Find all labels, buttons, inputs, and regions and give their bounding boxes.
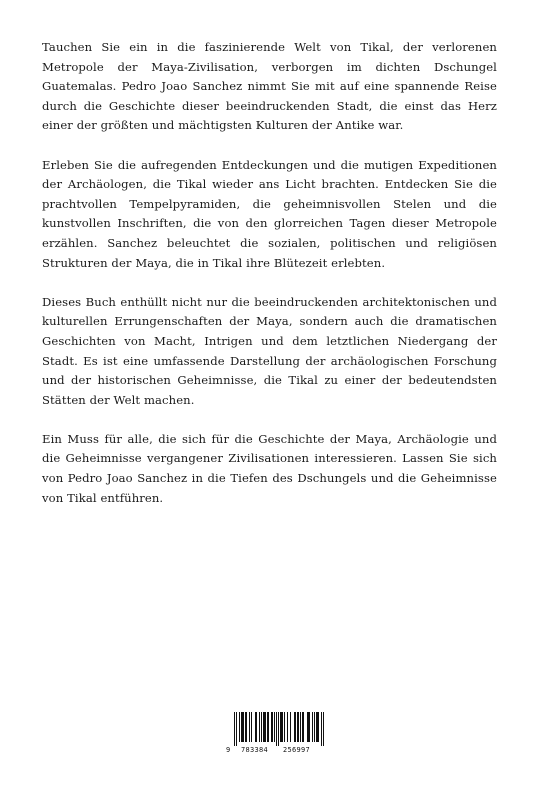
barcode-bar (236, 712, 237, 746)
barcode-bar (316, 712, 319, 742)
barcode-bar (239, 712, 240, 742)
barcode-digit-first: 9 (226, 746, 231, 754)
barcode-bar (234, 712, 235, 746)
barcode-bar (290, 712, 291, 742)
barcode-bar (267, 712, 269, 742)
back-cover-blurb (42, 38, 497, 528)
barcode-bar (259, 712, 260, 742)
barcode-bar (323, 712, 324, 746)
blurb-paragraph-2: Erleben Sie die aufregenden Entdeckungen und die mutigen Expeditionen der Archäologen, die Tikal wieder ans Licht brachten. Entdecken Sie die prachtvollen Tempelpyramiden, die geheimnisvollen Stelen und die kunstvollen Inschriften, die von den glorreichen Tagen dieser Metropole erzählen. Sanchez beleuchtet die sozialen, politischen und religiösen Strukturen der Maya, die in Tikal ihre Blütezeit erlebten. (42, 157, 497, 270)
barcode-bar (274, 712, 275, 742)
barcode-bar (314, 712, 315, 742)
barcode-bar (255, 712, 257, 742)
barcode-bar (284, 712, 285, 742)
blurb-paragraph-1: Tauchen Sie ein in die faszinierende Welt von Tikal, der verlorenen Metropole der Maya-Zivilisation, verborgen im dichten Dschungel Guatemalas. Pedro Joao Sanchez nimmt Sie mit auf eine spannende Reise durch die Geschichte dieser beeindruckenden Stadt, die einst das Herz einer der größten und mächtigsten Kulturen der Antike war. (42, 40, 497, 133)
barcode-bar (300, 712, 301, 742)
barcode-bar (287, 712, 288, 742)
barcode-bar (271, 712, 273, 742)
barcode-bar (280, 712, 283, 742)
blurb-paragraph-3: Dieses Buch enthüllt nicht nur die beeindruckenden architektonischen und kulturellen Errungenschaften der Maya, sondern auch die dramatischen Geschichten von Macht, Intrigen und dem letztlichen Niedergang der Stadt. Es ist eine umfassende Darstellung der archäologischen Forschung und der historischen Geheimnisse, die Tikal zu einer der bedeutendsten Stätten der Welt machen. (42, 294, 497, 407)
barcode-bar (276, 712, 277, 746)
isbn-barcode (225, 710, 334, 760)
barcode-bars (225, 710, 334, 746)
barcode-bar (321, 712, 322, 746)
barcode-bar (278, 712, 279, 746)
barcode-bar (297, 712, 299, 742)
barcode-bar (261, 712, 262, 742)
barcode-digits-right: 256997 (283, 746, 310, 754)
barcode-bar (294, 712, 296, 742)
barcode-bar (312, 712, 313, 742)
barcode-bar (245, 712, 247, 742)
barcode-bar (241, 712, 244, 742)
barcode-bar (307, 712, 310, 742)
blurb-paragraph-4: Ein Muss für alle, die sich für die Geschichte der Maya, Archäologie und die Geheimnisse vergangener Zivilisationen interessieren. Lassen Sie sich von Pedro Joao Sanchez in die Tiefen des Dschungels und die Geheimnisse von Tikal entführen. (42, 431, 497, 505)
barcode-bar (263, 712, 266, 742)
barcode-bar (251, 712, 252, 742)
barcode-bar (249, 712, 250, 742)
barcode-bar (302, 712, 304, 742)
barcode-digits-left: 783384 (241, 746, 268, 754)
